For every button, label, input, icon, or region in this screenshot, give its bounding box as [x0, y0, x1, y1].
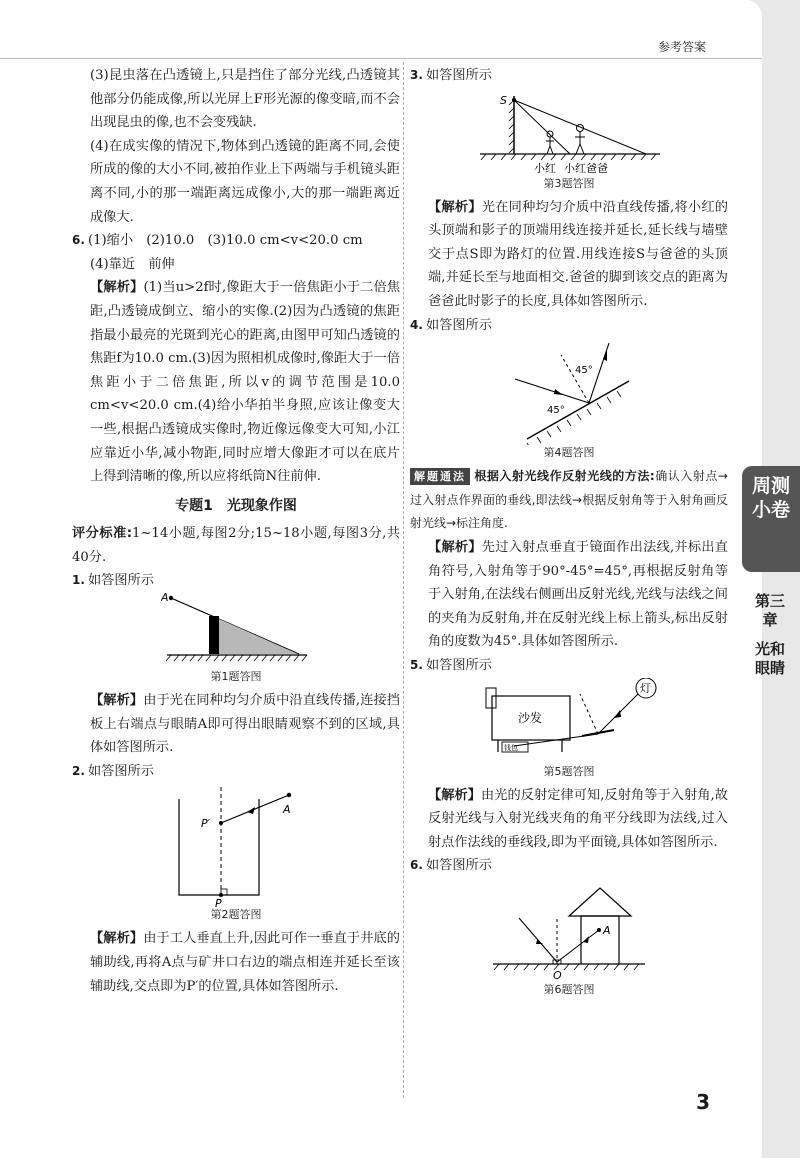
- q2-explanation: [72, 927, 400, 998]
- method-note: [410, 465, 728, 536]
- q3-explanation-text: 光在同种均匀介质中沿直线传播,将小红的头顶端和影子的顶端用线连接并延长,延长线与墙壁交于点S即为路灯的位置.用线连接S与爸爸的头顶端,并延长至与地面相交.爸爸的脚到该交点的距离为爸爸此时影子的长度,具体如答图所示.: [428, 199, 728, 309]
- f1-label-A: A: [161, 593, 169, 605]
- analysis-tag: 【解析】: [428, 199, 482, 215]
- header-title: 参考答案: [657, 40, 706, 54]
- q2-head: [72, 760, 400, 784]
- f1-hatch: [166, 655, 307, 661]
- f5-sofa-arm: [486, 688, 496, 708]
- f2-arrow: [247, 807, 255, 814]
- f6-reflected-ray: [557, 930, 599, 962]
- scoring-label: 评分标准:: [72, 526, 132, 542]
- f1-eye-point: [169, 596, 173, 600]
- q5-explanation: [410, 784, 728, 855]
- q4-text: 如答图所示: [426, 317, 492, 333]
- f6-hatch: [494, 964, 639, 970]
- q6-answer2: (4)靠近 前伸: [90, 256, 175, 272]
- f6-label-A: A: [603, 923, 611, 937]
- f6-label-O: O: [553, 968, 562, 982]
- q5-text: 如答图所示: [426, 657, 492, 673]
- analysis-tag: 【解析】: [90, 693, 144, 709]
- q2-explanation-text: 由于工人垂直上升,因此可作一垂直于井底的辅助线,再将A点与矿井口右边的端点相连并延长至该辅助线,交点即为P′的位置,具体如答图所示.: [90, 931, 400, 994]
- q4-number: 4.: [410, 317, 423, 332]
- f5-normal: [580, 694, 598, 734]
- f3-lamp-point: [512, 98, 516, 102]
- q4-head: [410, 314, 728, 338]
- side-tab: [742, 466, 800, 572]
- f2-ray: [221, 795, 289, 823]
- q3-head: [410, 64, 728, 88]
- f6-incident-ray: [519, 918, 557, 962]
- q6r-caption: 第6题答图: [543, 982, 595, 996]
- column-divider: [403, 62, 404, 1098]
- f4-mirror: [527, 381, 629, 439]
- q1-caption: 第1题答图: [210, 670, 262, 684]
- chapter-title: 光和眼睛: [754, 640, 785, 677]
- q3-text: 如答图所示: [426, 68, 492, 83]
- q6r-text: 如答图所示: [426, 858, 492, 874]
- f2-point-P1: [219, 821, 223, 825]
- scoring-text: 1~14小题,每图2分;15~18小题,每图3分,共40分.: [72, 526, 400, 565]
- f2-label-P: P: [215, 897, 222, 908]
- q1-explanation-text: 由于光在同种均匀介质中沿直线传播,连接挡板上右端点与眼睛A即可得出眼睛观察不到的区域,具体如答图所示.: [90, 693, 400, 756]
- q6-answer: [72, 229, 400, 253]
- f3-label-baba: 小红爸爸: [564, 161, 608, 175]
- chapter-number: 第三章: [754, 592, 785, 629]
- figure-2: [171, 783, 301, 907]
- f6-arrow-out: [583, 936, 589, 943]
- q5-number: 5.: [410, 657, 423, 672]
- f2-well: [179, 799, 259, 895]
- q6-explanation-text: (1)当u>2f时,像距大于一倍焦距小于二倍焦距,凸透镜成倒立、缩小的实像.(2)因为凸透镜的焦距指最小最亮的光斑到光心的距离,由图甲可知凸透镜的焦距f为10.0 cm.(3)因为照相机成像时,像距大于一倍焦距小于二倍焦距,所以v的调节范围是10.0 cm<v<20.0 cm.(4)给小华拍半身照,应该让像变大一些,根据凸透镜成实像时,物近像远像变大可知,小江应靠近小华,减小物距,同时应增大像距才可以在底片上得到清晰的像,所以应将纸筒N往前伸.: [90, 280, 401, 485]
- f5-arrow: [614, 710, 621, 718]
- f3-ray-baba: [514, 100, 646, 154]
- analysis-tag: 【解析】: [90, 931, 144, 947]
- q5-explanation-text: 由光的反射定律可知,反射角等于入射角,故反射光线与入射光线夹角的角平分线即为法线,过入射点作法线的垂线段,即为平面镜,具体如答图所示.: [428, 787, 728, 850]
- figure-3: [474, 88, 664, 176]
- left-column: [72, 64, 400, 998]
- scoring-standard: [72, 522, 400, 569]
- f3-ray-xiaohong: [514, 100, 570, 154]
- f4-hatch: [527, 391, 621, 445]
- header-rule: [0, 58, 762, 59]
- analysis-tag: 【解析】: [90, 280, 144, 296]
- figure-1: [161, 593, 311, 669]
- f3-person-baba: [575, 124, 585, 154]
- q5-part4: (4)在成实像的情况下,物体到凸透镜的距离不同,会使所成的像的大小不同,被拍作业上下两端与手机镜头距离不同,小的那一端距离远成像小,大的那一端距离近成像大.: [90, 138, 400, 225]
- q4-explanation-text: 先过入射点垂直于镜面作出法线,并标出直角符号,入射角等于90°-45°=45°,再根据反射角等于入射角,在法线右侧画出反射光线,光线与法线之间的夹角为反射角,并在反射光线上标上箭头,标出反射角的度数为45°.具体如答图所示.: [428, 539, 728, 650]
- q4-explanation: [410, 536, 728, 654]
- f6-arrow-in: [536, 940, 543, 944]
- f5-label-sofa: 沙发: [518, 710, 543, 725]
- method-title: 根据入射光线作反射光线的方法:: [474, 469, 655, 484]
- f5-mirror: [582, 730, 614, 736]
- f5-label-lamp: 灯: [640, 681, 651, 695]
- q6-number: 6.: [72, 233, 85, 248]
- q6r-head: [410, 854, 728, 878]
- f5-label-wallet: 钱包: [504, 743, 518, 752]
- method-badge: 解题通法: [410, 468, 470, 485]
- q6r-number: 6.: [410, 858, 423, 873]
- q6-explanation: [72, 276, 400, 488]
- q1-number: 1.: [72, 573, 85, 588]
- f4-angle-label-2: 45°: [547, 405, 565, 417]
- f2-label-A: A: [283, 803, 291, 817]
- figure-5: [474, 678, 664, 764]
- f3-label-xiaohong: 小红: [534, 161, 556, 175]
- page-number: 3: [696, 1090, 710, 1114]
- f3-ground-hatch: [481, 154, 656, 160]
- f4-angle-label-1: 45°: [575, 365, 593, 377]
- q3-number: 3.: [410, 68, 423, 82]
- right-column: [410, 64, 728, 1002]
- q5-part3: (3)昆虫落在凸透镜上,只是挡住了部分光线,凸透镜其他部分仍能成像,所以光屏上F形光源的像变暗,而不会出现昆虫的像,也不会变残缺.: [90, 68, 400, 131]
- q1-explanation: [72, 689, 400, 760]
- f3-label-S: S: [500, 93, 507, 107]
- section-title: 专题1 光现象作图: [175, 497, 297, 514]
- f4-arrow-out: [603, 349, 607, 361]
- q2-text: 如答图所示: [88, 763, 154, 779]
- f4-incident-ray: [515, 379, 589, 403]
- analysis-tag: 【解析】: [428, 787, 482, 803]
- q2-caption: 第2题答图: [210, 908, 262, 922]
- f4-arrow-in: [554, 389, 563, 395]
- q5-caption: 第5题答图: [543, 764, 595, 778]
- f2-label-P1: P′: [201, 817, 211, 831]
- f2-point-A: [287, 793, 291, 797]
- f6-point-A: [597, 928, 601, 932]
- figure-6: [489, 878, 649, 982]
- q3-explanation: [410, 196, 728, 314]
- chapter-label: [754, 592, 786, 678]
- figure-4: [499, 337, 639, 445]
- f6-house-roof: [569, 888, 631, 916]
- q1-text: 如答图所示: [88, 573, 154, 589]
- q6-answer-text: (1)缩小 (2)10.0 (3)10.0 cm<v<20.0 cm: [88, 233, 363, 249]
- q1-head: [72, 569, 400, 593]
- f1-barrier: [209, 616, 219, 654]
- q4-caption: 第4题答图: [543, 446, 595, 460]
- method-text: 确认入射点→过入射点作界面的垂线,即法线→根据反射角等于入射角画反射光线→标注角度.: [410, 469, 728, 531]
- side-tab-label: 周测小卷: [751, 475, 790, 521]
- analysis-tag: 【解析】: [428, 539, 482, 555]
- q5-head: [410, 654, 728, 678]
- q2-number: 2.: [72, 763, 85, 778]
- q3-caption: 第3题答图: [543, 176, 595, 190]
